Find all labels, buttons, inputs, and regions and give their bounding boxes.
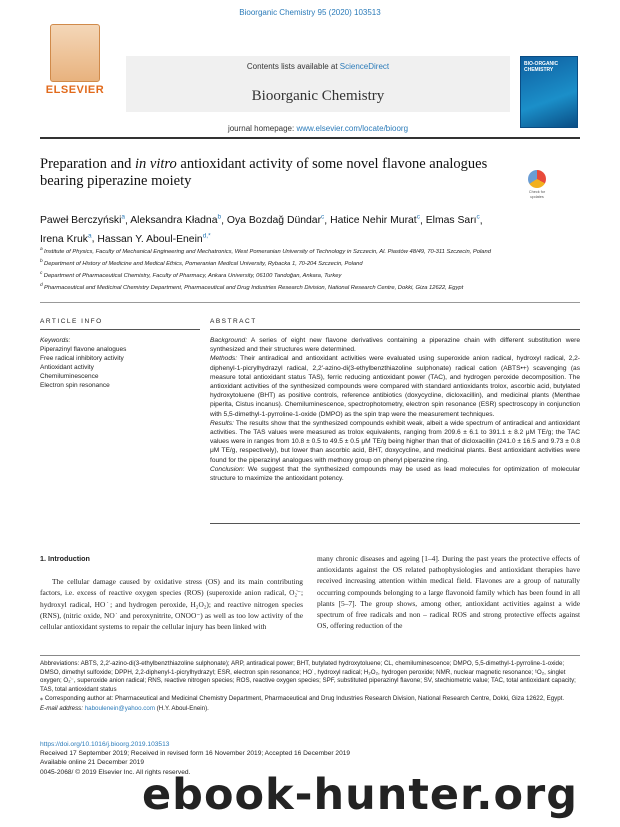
author-affiliation-marker[interactable]: c — [416, 214, 420, 221]
watermark-text: ebook-hunter.org — [142, 770, 578, 820]
author[interactable] — [227, 215, 324, 226]
affiliation-text: Department of History of Medicine and Medical Ethics, Pomeranian Medical University, Rybacka 1, 70-204 Szczecin, Poland — [44, 260, 363, 267]
methods-text: Their antiradical and antioxidant activities were evaluated using superoxide anion radical, hydroxyl radical, 2,2-diphenyl-1-picrylhydrazyl radical, 2,2′-azino-di(3-ethylbenzthiazoline sulphonate) radical cation (ABTS•+) scavenging (as measure total antioxidant status TAS), ferric reducing antioxidant power (TAC), and hydrogen peroxide decomposition. The antioxidant activities of the synthesized compounds were compared with standard antioxidants trolox, ascorbic acid, butylated hydroxytoluene (BHT) as positive controls, reference antibiotics (doxycycline, dicloxacillin), and medicinal plants (Menthae piperita, Cistus incanus). Chemiluminescence, spectrophotometry, electron spin resonance (ESR) spectroscopy in conjunction with 5,5-dimethyl-1-pyrroline-1-oxide (DMPO) as the spin trap were the measurement techniques. — [210, 355, 580, 418]
abstract-bottom-rule — [210, 523, 580, 524]
section-rule — [40, 302, 580, 303]
affiliation-marker: d — [40, 282, 45, 288]
author[interactable] — [330, 215, 420, 226]
keyword: Free radical inhibitory activity — [40, 355, 124, 362]
journal-masthead — [40, 20, 580, 138]
journal-name: Bioorganic Chemistry — [251, 88, 385, 104]
check-for-updates-button[interactable] — [522, 170, 552, 202]
results-text: The results show that the synthesized compounds exhibit weak, albeit a wide spectrum of antiradical and antioxidant activities. The TAS values were measured as trolox equivalents, ranging from 209.6 ± 6.1 to 391.1 ± 8.2 μM TE/g; the TAC values were in ranges from 10.8 ± 0.5 to 49.5 ± 0.5 μM TE/g being higher than that of dicloxacillin (241.0 ± 16.5 and 9.73 ± 0.8 μM TE/g, respectively), but lower than ascorbic acid, BHT, doxycycline, and medicinal plants. Best antioxidant activities were found for the piperazinyl analogues with methoxy group on phenyl piperazine ring. — [210, 419, 580, 464]
affiliation-marker: a — [40, 247, 45, 252]
affiliation-marker: c — [40, 270, 44, 276]
affiliation — [40, 270, 580, 280]
affiliation-list — [40, 246, 580, 294]
affiliation — [40, 246, 580, 256]
elsevier-wordmark: ELSEVIER — [45, 84, 105, 96]
author-name: Irena Kruk — [40, 233, 88, 245]
masthead-rule — [40, 137, 580, 139]
homepage-prefix: journal homepage: — [227, 124, 297, 133]
abstract-conclusion — [210, 465, 580, 483]
conclusion-text: We suggest that the synthesized compounds may be used as lead molecules for optimization of molecular structure to maximize the antioxidant potency. — [210, 465, 580, 483]
title-part-1: Preparation and — [40, 156, 136, 172]
title-part-3: antioxidant activity of some novel flavone analogues bearing piperazine moiety — [40, 156, 488, 189]
title-italic: in vitro — [135, 156, 177, 172]
affiliation-text: Institute of Physics, Faculty of Mechanical Engineering and Mechatronics, West Pomeranian University of Technology in Szczecin, Al. Piastów 48/49, 70-311 Szczecin, Poland — [44, 248, 491, 255]
check-updates-label: Check for updates — [528, 190, 546, 199]
doi-link[interactable]: https://doi.org/10.1016/j.bioorg.2019.103513 — [40, 741, 170, 748]
author[interactable] — [426, 215, 480, 226]
abstract-results — [210, 419, 580, 465]
homepage-link[interactable]: www.elsevier.com/locate/bioorg — [296, 124, 409, 133]
keywords-block — [40, 336, 200, 390]
elsevier-logo — [40, 20, 110, 112]
cover-title: BIO-ORGANIC CHEMISTRY — [524, 61, 559, 73]
author-affiliation-marker[interactable]: d,* — [202, 232, 211, 240]
author-name: Elmas Sarı — [425, 215, 477, 227]
elsevier-tree-icon — [50, 24, 100, 82]
corresponding-author-footnote: ⁎ Corresponding author at: Pharmaceutical and Medicinal Chemistry Department, Pharmaceutical and Drug Industries Research Division, National Research Centre, Dokki, Giza 12622, Egypt. — [40, 695, 565, 703]
email-label: E-mail address: — [40, 704, 85, 712]
author-name: Hassan Y. Aboul-Enein — [97, 233, 203, 245]
email-suffix: (H.Y. Aboul-Enein). — [154, 704, 209, 712]
author-affiliation-marker[interactable]: b — [217, 214, 222, 221]
affiliation-text: Department of Pharmaceutical Chemistry, Faculty of Pharmacy, Ankara University, 06100 Tandoğan, Ankara, Turkey — [43, 272, 342, 279]
affiliation-text: Pharmaceutical and Medicinal Chemistry Department, Pharmaceutical and Drug Industries Research Division, National Research Centre, Dokki, Giza 12622, Egypt — [44, 284, 464, 291]
received-dates: Received 17 September 2019; Received in revised form 16 November 2019; Accepted 16 December 2019 — [40, 750, 351, 758]
results-label: Results: — [210, 419, 234, 427]
background-text: A series of eight new flavone derivatives containing a piperazine chain with different substitution were synthesized and their structures were determined. — [210, 337, 580, 354]
check-updates-icon — [528, 170, 546, 188]
author-affiliation-marker[interactable]: a — [87, 232, 92, 240]
keyword: Piperazinyl flavone analogues — [40, 346, 127, 353]
author-name: Hatice Nehir Murat — [330, 215, 417, 227]
footnotes — [40, 660, 580, 715]
journal-citation[interactable]: Bioorganic Chemistry 95 (2020) 103513 — [239, 8, 381, 17]
keywords-label: Keywords: — [40, 337, 71, 344]
contents-prefix: Contents lists available at — [246, 62, 340, 71]
introduction-heading: 1. Introduction — [40, 554, 90, 563]
author-affiliation-marker[interactable]: a — [121, 214, 126, 221]
footnote-rule — [40, 655, 580, 656]
abstract-methods — [210, 354, 580, 418]
author-affiliation-marker[interactable]: c — [476, 214, 480, 221]
author[interactable] — [40, 215, 125, 226]
author-list: Paweł Berczyński$^a$, Aleksandra Kładna$^b$, Oya Bozdağ Dündar$^c$, Hatice Nehir Murat$^c$, Elmas Sarı$^c$, Irena Kruk$^a$, Hassan Y. Aboul-Enein$^{d,*}$ — [40, 214, 483, 245]
intro-paragraph-left: The cellular damage caused by oxidative stress (OS) and its main contributing factors, i.e. excess of reactive oxygen species (ROS) (superoxide anion radical, O₂̇⁻; hydroxyl radical, HO˙; and hydrogen peroxide, H₂O₂); and reactive nitrogen species (RNS), (nitric oxide, NO˙ and peroxynitrite, ONOO⁻) as well as too low activity of the cellular antioxidant systems to repair the cellular injury has been linked with — [40, 577, 303, 632]
methods-label: Methods: — [210, 355, 238, 363]
abbreviations-footnote: Abbreviations: ABTS, 2,2′-azino-di(3-ethylbenzthiazoline sulphonate); ARP, antiradical power; BHT, butylated hydroxytoluene; CL, chemiluminescence; DMPO, 5,5-dimethyl-1-pyrroline-1-oxide; DMSO, dimethyl sulfoxide; DPPH, 2,2-diphenyl-1-picrylhydrazyl; ESR, electron spin resonance; HO˙, hydroxyl radical; H₂O₂, hydrogen peroxide; NMR, nuclear magnetic resonance; ¹O₂, singlet oxygen; O₂̇⁻, superoxide anion radical; RNS, reactive nitrogen species; ROS, reactive oxygen species; SPF, substituted piperazinyl flavone; SV, stechiometric value; TAC, total antioxidant capacity; TAS, total antioxidant status — [40, 660, 576, 693]
abstract-body — [210, 336, 580, 483]
body-column-left — [40, 553, 303, 632]
article-title — [40, 156, 510, 190]
keywords-list — [40, 345, 200, 390]
background-label: Background: — [210, 337, 248, 344]
author[interactable] — [40, 234, 92, 245]
author-name: Aleksandra Kładna — [130, 215, 218, 227]
journal-cover-image — [520, 56, 578, 128]
email-link[interactable]: haboulenein@yahoo.com — [84, 704, 155, 712]
affiliation-marker: b — [40, 258, 45, 264]
keyword: Antioxidant activity — [40, 364, 94, 371]
author-affiliation-marker[interactable]: c — [321, 214, 325, 221]
author-name: Oya Bozdağ Dündar — [226, 215, 322, 227]
author-name: Paweł Berczyński — [40, 215, 122, 227]
keyword: Chemiluminescence — [40, 373, 99, 380]
keyword: Electron spin resonance — [40, 382, 110, 389]
copyright-line: 0045-2068/ © 2019 Elsevier Inc. All rights reserved. — [40, 768, 191, 776]
abstract-heading: ABSTRACT — [210, 318, 257, 325]
author[interactable] — [130, 215, 221, 226]
online-date: Available online 21 December 2019 — [40, 759, 144, 767]
author[interactable] — [97, 234, 210, 245]
article-info-rule — [40, 329, 200, 330]
email-footnote — [40, 705, 580, 714]
journal-homepage-line — [126, 124, 510, 133]
sciencedirect-link[interactable]: ScienceDirect — [339, 62, 390, 71]
conclusion-label: Conclusion: — [210, 465, 245, 473]
affiliation — [40, 258, 580, 268]
body-column-right — [317, 553, 580, 631]
abstract-background — [210, 336, 580, 354]
article-info-heading: ARTICLE INFO — [40, 318, 103, 325]
abstract-rule — [210, 329, 580, 330]
intro-paragraph-right: many chronic diseases and ageing [1–4]. During the past years the protective effects of antioxidants against the OS related pathophysiologies and antioxidant therapies have received increasing attention within medical field. Flavones are a group of naturally occurring compounds belonging to a large flavonoid family which has been found in all plants [5–7]. The group shows, among other, antioxidant activities against a wide spectrum of free radicals and non – radical ROS and strong protective effects against OS, offering reduction of the — [317, 554, 580, 631]
contents-line — [126, 62, 510, 71]
affiliation — [40, 282, 580, 292]
